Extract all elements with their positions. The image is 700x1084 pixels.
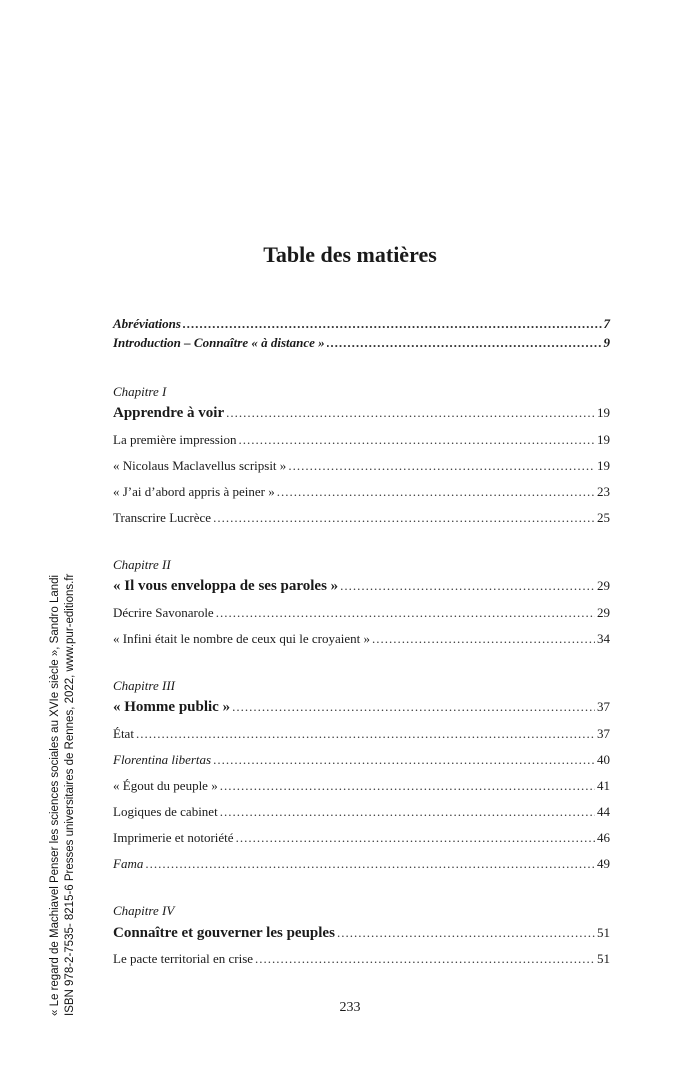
- toc-entry-page: 25: [597, 510, 610, 525]
- toc-entry-page: 40: [597, 752, 610, 767]
- page-title: Table des matières: [263, 242, 437, 267]
- leader-dots: [372, 631, 595, 647]
- leader-dots: [232, 699, 595, 715]
- chapter-label: Chapitre II: [113, 557, 171, 572]
- leader-dots: [183, 316, 602, 332]
- chapter-heading-label: Connaître et gouverner les peuples: [113, 925, 335, 941]
- leader-dots: [216, 605, 595, 621]
- leader-dots: [277, 484, 595, 500]
- toc-entry-page: 49: [597, 856, 610, 871]
- toc-entry-page: 41: [597, 778, 610, 793]
- toc-entry-page: 29: [597, 605, 610, 620]
- toc-entry-page: 44: [597, 804, 610, 819]
- toc-entry-page: 23: [597, 484, 610, 499]
- leader-dots: [213, 752, 595, 768]
- leader-dots: [136, 726, 595, 742]
- sidebar-citation-line: ISBN 978-2-7535- 8215-6 Presses universitaires de Rennes, 2022, www.pur-editions.fr: [64, 573, 76, 1016]
- toc-entry: [113, 432, 610, 452]
- toc-entry-label: « Égout du peuple »: [113, 778, 218, 793]
- toc-entry-label: Florentina libertas: [113, 752, 212, 767]
- toc-entry-label: Fama: [113, 856, 144, 871]
- toc-entry-label: « Nicolaus Maclavellus scripsit »: [113, 458, 287, 473]
- toc-entry: [113, 510, 610, 530]
- toc-entry-page: 51: [597, 951, 610, 966]
- chapter-heading: [113, 925, 610, 945]
- leader-dots: [236, 830, 595, 846]
- toc-entry: [113, 951, 610, 971]
- chapter-heading: [113, 578, 610, 598]
- toc-entry-page: 19: [597, 405, 610, 420]
- toc-entry: [113, 778, 610, 798]
- chapter-label: Chapitre IV: [113, 903, 175, 918]
- toc-entry: [113, 804, 610, 824]
- toc-entry: [113, 605, 610, 625]
- toc-entry-page: 19: [597, 432, 610, 447]
- toc-entry-page: 37: [597, 726, 610, 741]
- leader-dots: [337, 925, 595, 941]
- leader-dots: [255, 951, 595, 967]
- toc-entry: [113, 752, 610, 772]
- toc-entry-label: Transcrire Lucrèce: [113, 510, 212, 525]
- toc-entry-label: Imprimerie et notoriété: [113, 830, 234, 845]
- leader-dots: [238, 432, 595, 448]
- leader-dots: [327, 335, 602, 351]
- toc-entry: [113, 631, 610, 651]
- toc-entry-label: Le pacte territorial en crise: [113, 951, 254, 966]
- toc-entry-page: 34: [597, 631, 610, 646]
- leader-dots: [288, 458, 595, 474]
- leader-dots: [220, 778, 595, 794]
- page-number: 233: [339, 1000, 361, 1015]
- toc-entry-page: 9: [603, 335, 610, 350]
- toc-entry-label: « J’ai d’abord appris à peiner »: [113, 484, 275, 499]
- chapter-heading-label: « Homme public »: [113, 699, 231, 715]
- toc-entry-label: Introduction – Connaître « à distance »: [113, 335, 325, 350]
- chapter-heading: [113, 699, 610, 719]
- chapter-label: Chapitre I: [113, 384, 167, 399]
- toc-entry-label: État: [113, 726, 134, 741]
- sidebar-citation-line: « Le regard de Machiavel Penser les sciences sociales au XVIe siècle », Sandro Landi: [49, 574, 61, 1016]
- toc-entry-label: « Infini était le nombre de ceux qui le croyaient »: [113, 631, 371, 646]
- chapter-heading: [113, 405, 610, 425]
- toc-entry-label: La première impression: [113, 432, 237, 447]
- toc-entry-page: 51: [597, 925, 610, 940]
- sidebar-citation: [48, 574, 78, 1016]
- toc-entry-page: 7: [603, 316, 610, 331]
- leader-dots: [145, 856, 595, 872]
- leader-dots: [340, 578, 595, 594]
- chapter-label: Chapitre III: [113, 678, 175, 693]
- toc-entry-abbreviations: [113, 316, 610, 336]
- toc-entry: [113, 856, 610, 876]
- toc-entry-page: 19: [597, 458, 610, 473]
- toc-entry-page: 29: [597, 578, 610, 593]
- toc-entry: [113, 726, 610, 746]
- chapter-heading-label: « Il vous enveloppa de ses paroles »: [113, 578, 339, 594]
- toc-entry: [113, 830, 610, 850]
- leader-dots: [226, 405, 595, 421]
- chapter-heading-label: Apprendre à voir: [113, 405, 225, 421]
- toc-entry-label: Décrire Savonarole: [113, 605, 214, 620]
- toc-entry: [113, 458, 610, 478]
- leader-dots: [220, 804, 595, 820]
- toc-entry-introduction: [113, 335, 610, 355]
- toc-entry: [113, 484, 610, 504]
- toc-entry-page: 46: [597, 830, 610, 845]
- toc-entry-label: Logiques de cabinet: [113, 804, 218, 819]
- toc-entry-label: Abréviations: [113, 316, 181, 331]
- toc-entry-page: 37: [597, 699, 610, 714]
- leader-dots: [213, 510, 595, 526]
